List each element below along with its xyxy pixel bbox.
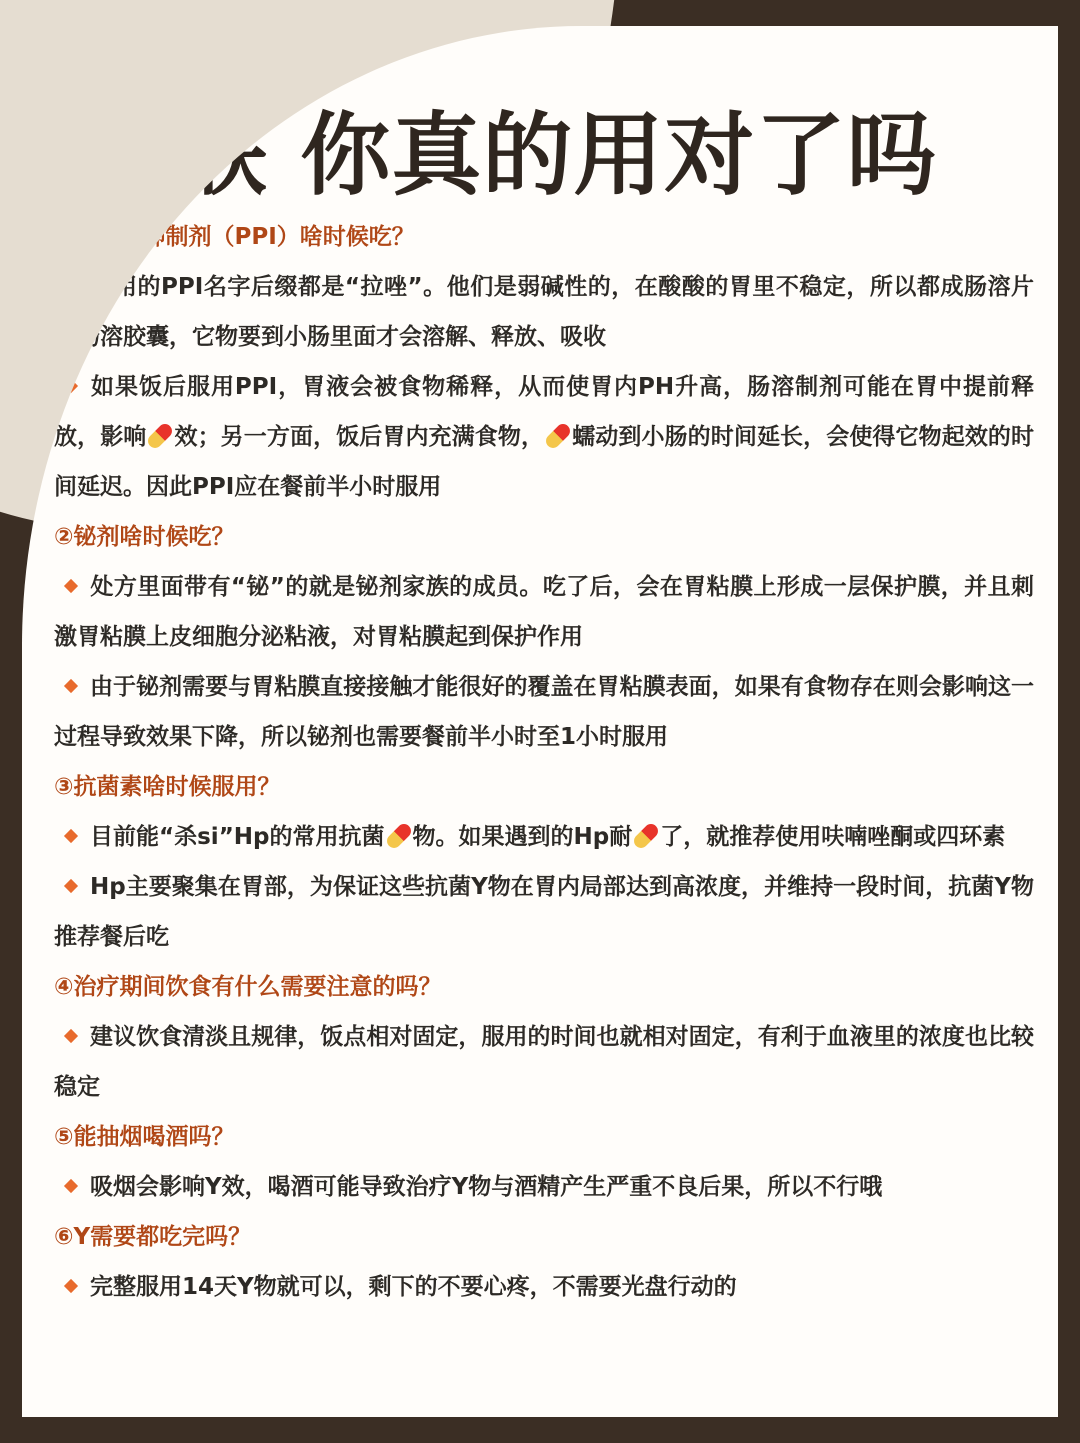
section-paragraph (54, 262, 1034, 362)
section-paragraph (54, 812, 1034, 862)
orange-diamond-icon (64, 578, 78, 592)
paragraph-text-part: 目前能“杀si”Hp的常用抗菌 (90, 824, 385, 850)
orange-diamond-icon (64, 678, 78, 692)
paragraph-text: 处方里面带有“铋”的就是铋剂家族的成员。吃了后，会在胃粘膜上形成一层保护膜，并且刺激胃粘膜上皮细胞分泌粘液，对胃粘膜起到保护作用 (54, 574, 1034, 650)
section-heading-diet: ④治疗期间饮食有什么需要注意的吗？ (54, 974, 442, 1000)
orange-diamond-icon (64, 878, 78, 892)
paragraph-text: 常用的PPI名字后缀都是“拉唑”。他们是弱碱性的，在酸酸的胃里不稳定，所以都成肠溶片或肠溶胶囊，它物要到小肠里面才会溶解、释放、吸收 (54, 274, 1034, 350)
paragraph-text-part: 如果饭后服用PPI，胃液会被食物稀释，从而使胃内PH升高，肠溶制剂可能在胃中提前释放，影响 (54, 374, 1034, 450)
section-paragraph (54, 362, 1034, 512)
pill-icon (384, 821, 414, 851)
paragraph-text: Hp主要聚集在胃部，为保证这些抗菌Y物在胃内局部达到高浓度，并维持一段时间，抗菌Y物推荐餐后吃 (54, 874, 1034, 950)
pill-icon (631, 821, 661, 851)
pill-icon (146, 421, 176, 451)
section-paragraph (54, 662, 1034, 762)
paragraph-text-part: 效；另一方面，饭后胃内充满食物， (174, 424, 545, 450)
paragraph-text-part: 物。如果遇到的Hp耐 (412, 824, 633, 850)
section-paragraph (54, 862, 1034, 962)
orange-diamond-icon (64, 378, 78, 392)
article-body (54, 212, 1034, 1312)
section-heading-finish-course: ⑥Y需要都吃完吗？ (54, 1224, 252, 1250)
paragraph-text-part: 蠕动到小肠的时间延长，会使得它物起效的时间延迟。因此PPI应在餐前半小时服用 (54, 424, 1035, 500)
orange-diamond-icon (64, 828, 78, 842)
section-paragraph (54, 1262, 1034, 1312)
orange-diamond-icon (64, 1178, 78, 1192)
paragraph-text: 建议饮食清淡且规律，饭点相对固定，服用的时间也就相对固定，有利于血液里的浓度也比较稳定 (54, 1024, 1034, 1100)
paragraph-text: 吸烟会影响Y效，喝酒可能导致治疗Y物与酒精产生严重不良后果，所以不行哦 (90, 1174, 883, 1200)
section-paragraph (54, 1012, 1034, 1112)
pill-icon (543, 421, 573, 451)
page-title: 四联 你真的用对了吗 (86, 103, 938, 208)
section-heading-antibiotics: ③抗菌素啥时候服用？ (54, 774, 281, 800)
paragraph-text-part: 了，就推荐使用呋喃唑酮或四环素 (660, 824, 1006, 850)
section-paragraph (54, 562, 1034, 662)
orange-diamond-icon (64, 1028, 78, 1042)
section-heading-ppi: ①质子泵抑制剂（PPI）啥时候吃？ (54, 224, 415, 250)
paragraph-text: 完整服用14天Y物就可以，剩下的不要心疼，不需要光盘行动的 (90, 1274, 737, 1300)
section-paragraph (54, 1162, 1034, 1212)
section-heading-smoking: ⑤能抽烟喝酒吗？ (54, 1124, 235, 1150)
content-card (22, 26, 1058, 1417)
section-heading-bismuth: ②铋剂啥时候吃？ (54, 524, 235, 550)
orange-diamond-icon (64, 1278, 78, 1292)
orange-diamond-icon (64, 278, 78, 292)
paragraph-text: 由于铋剂需要与胃粘膜直接接触才能很好的覆盖在胃粘膜表面，如果有食物存在则会影响这一过程导致效果下降，所以铋剂也需要餐前半小时至1小时服用 (54, 674, 1034, 750)
